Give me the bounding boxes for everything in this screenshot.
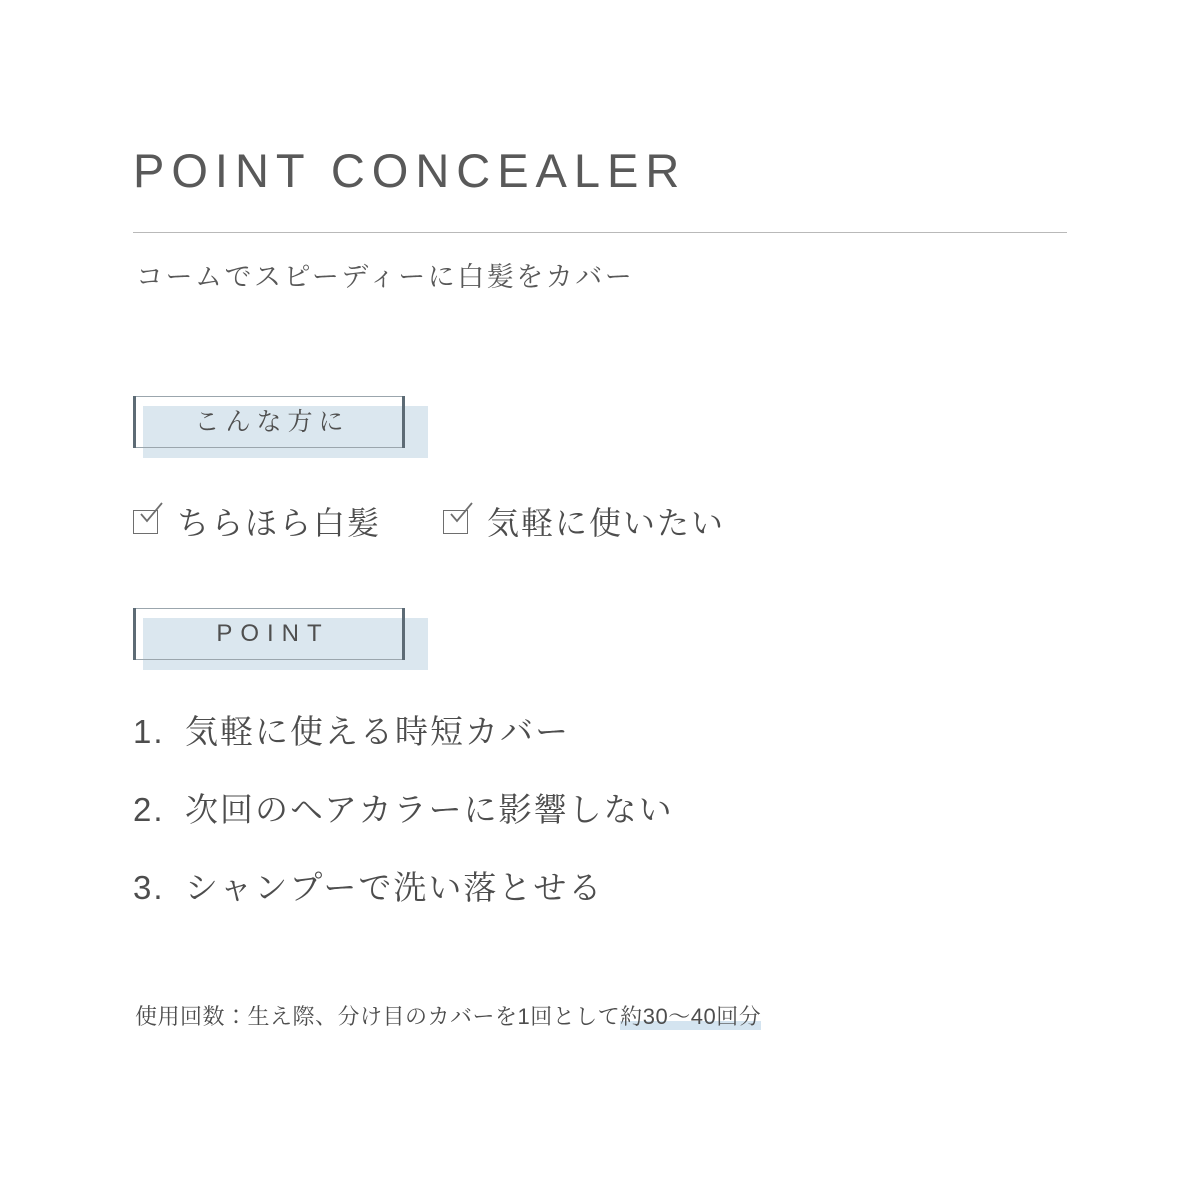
- list-item: [443, 498, 725, 544]
- section-badge-target-label: こんな方に: [194, 408, 350, 436]
- list-item-label: 気軽に使える時短カバー: [185, 713, 570, 750]
- list-item-label: 気軽に使いたい: [487, 505, 726, 541]
- section-badge-target: [133, 396, 418, 458]
- usage-footnote-highlight: 約30〜40回分: [620, 1004, 762, 1029]
- title-divider: [133, 232, 1067, 233]
- list-item-number: 2.: [133, 791, 165, 828]
- list-item-label: ちらほら白髪: [177, 505, 382, 541]
- list-item-number: 3.: [133, 869, 165, 906]
- list-item: [133, 784, 1083, 831]
- list-item-number: 1.: [133, 713, 165, 750]
- usage-footnote: [135, 1000, 761, 1031]
- usage-footnote-prefix: 使用回数：生え際、分け目のカバーを1回として: [135, 1004, 621, 1029]
- point-list: [133, 706, 1083, 940]
- page-subtitle: コームでスピーディーに白髪をカバー: [136, 262, 635, 292]
- list-item-label: シャンプーで洗い落とせる: [185, 869, 604, 906]
- list-item: [133, 498, 381, 544]
- target-checklist: [133, 498, 1033, 544]
- section-badge-point: [133, 608, 418, 670]
- page-title: POINT CONCEALER: [133, 144, 687, 197]
- checkbox-checked-icon: [133, 507, 161, 535]
- list-item: [133, 862, 1083, 909]
- list-item-label: 次回のヘアカラーに影響しない: [185, 791, 674, 828]
- section-badge-point-label: POINT: [216, 620, 330, 647]
- checkbox-checked-icon: [443, 507, 471, 535]
- list-item: [133, 706, 1083, 753]
